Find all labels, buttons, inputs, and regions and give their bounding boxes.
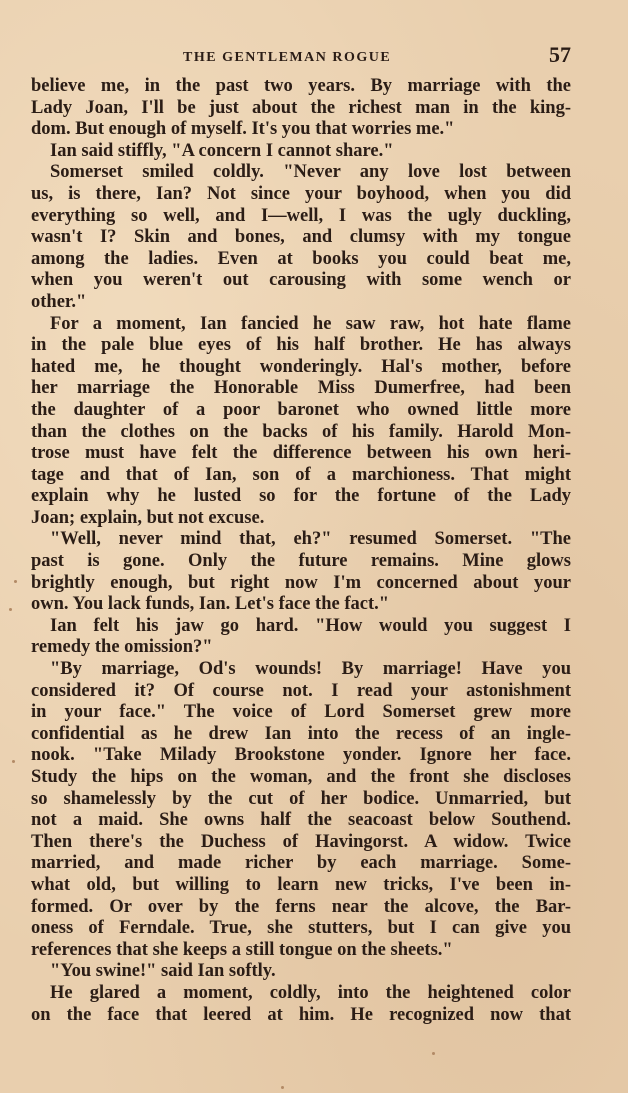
text-line: among the ladies. Even at books you could beat me, [31, 248, 571, 269]
page-number: 57 [549, 42, 571, 67]
text-line: remedy the omission?" [31, 637, 213, 658]
text-line: than the clothes on the backs of his family. Harold Mon- [31, 421, 571, 442]
text-line: "Well, never mind that, eh?" resumed Somerset. "The [50, 529, 571, 550]
text-line: explain why he lusted so for the fortune of the Lady [31, 486, 571, 507]
text-line: her marriage the Honorable Miss Dumerfree, had been [31, 378, 571, 399]
text-line: tage and that of Ian, son of a marchioness. That might [31, 464, 571, 485]
text-line: references that she keeps a still tongue on the sheets." [31, 939, 453, 960]
text-line: "By marriage, Od's wounds! By marriage! Have you [50, 659, 571, 680]
text-line: Ian said stiffly, "A concern I cannot share." [50, 140, 394, 161]
text-line: considered it? Of course not. I read your astonishment [31, 680, 571, 701]
text-line: own. You lack funds, Ian. Let's face the fact." [31, 594, 390, 615]
text-line: brightly enough, but right now I'm concerned about your [31, 572, 571, 593]
text-line: what old, but willing to learn new tricks, I've been in- [31, 874, 571, 895]
text-line: Ian felt his jaw go hard. "How would you suggest I [50, 615, 571, 636]
text-line: past is gone. Only the future remains. Mine glows [31, 551, 571, 572]
text-line: not a maid. She owns half the seacoast below Southend. [31, 810, 571, 831]
text-line: believe me, in the past two years. By marriage with the [31, 76, 571, 96]
text-line: everything so well, and I—well, I was the ugly duckling, [31, 205, 571, 226]
text-line: Study the hips on the woman, and the front she discloses [31, 767, 571, 787]
paper-speck [12, 760, 15, 763]
text-line: in the pale blue eyes of his half brother. He has always [31, 335, 571, 356]
text-line: Joan; explain, but not excuse. [31, 507, 265, 528]
text-line: oness of Ferndale. True, she stutters, but I can give you [31, 918, 571, 939]
text-line: wasn't I? Skin and bones, and clumsy with my tongue [31, 227, 571, 248]
text-line: Lady Joan, I'll be just about the richest man in the king- [31, 97, 571, 118]
text-line: He glared a moment, coldly, into the heightened color [50, 982, 571, 1003]
paper-speck [281, 1086, 284, 1089]
running-title: THE GENTLEMAN ROGUE [183, 50, 392, 65]
text-line: Then there's the Duchess of Havingorst. A widow. Twice [31, 831, 571, 852]
text-line: so shamelessly by the cut of her bodice. Unmarried, but [31, 788, 571, 809]
text-line: on the face that leered at him. He recognized now that [31, 1004, 571, 1025]
text-line: nook. "Take Milady Brookstone yonder. Ignore her face. [31, 745, 571, 766]
text-line: hated me, he thought wonderingly. Hal's mother, before [31, 356, 571, 377]
text-line: confidential as he drew Ian into the recess of an ingle- [31, 723, 571, 744]
paper-speck [432, 1052, 435, 1055]
text-line: formed. Or over by the ferns near the alcove, the Bar- [31, 896, 571, 917]
text-line: us, is there, Ian? Not since your boyhood, when you did [31, 183, 571, 204]
text-line: when you weren't out carousing with some wench or [31, 270, 571, 291]
text-line: dom. But enough of myself. It's you that worries me." [31, 119, 455, 140]
text-line: the daughter of a poor baronet who owned little more [31, 399, 571, 420]
text-line: For a moment, Ian fancied he saw raw, hot hate flame [50, 313, 571, 334]
text-line: Somerset smiled coldly. "Never any love lost between [50, 162, 571, 183]
text-line: trose must have felt the difference between his own heri- [31, 443, 571, 464]
page-header [31, 42, 571, 76]
paper-speck [14, 580, 17, 583]
text-line: "You swine!" said Ian softly. [50, 961, 276, 982]
text-line: other." [31, 291, 87, 312]
text-line: married, and made richer by each marriage. Some- [31, 853, 571, 874]
paper-speck [9, 608, 12, 611]
body-text [31, 76, 571, 1026]
text-line: in your face." The voice of Lord Somerset grew more [31, 702, 571, 723]
